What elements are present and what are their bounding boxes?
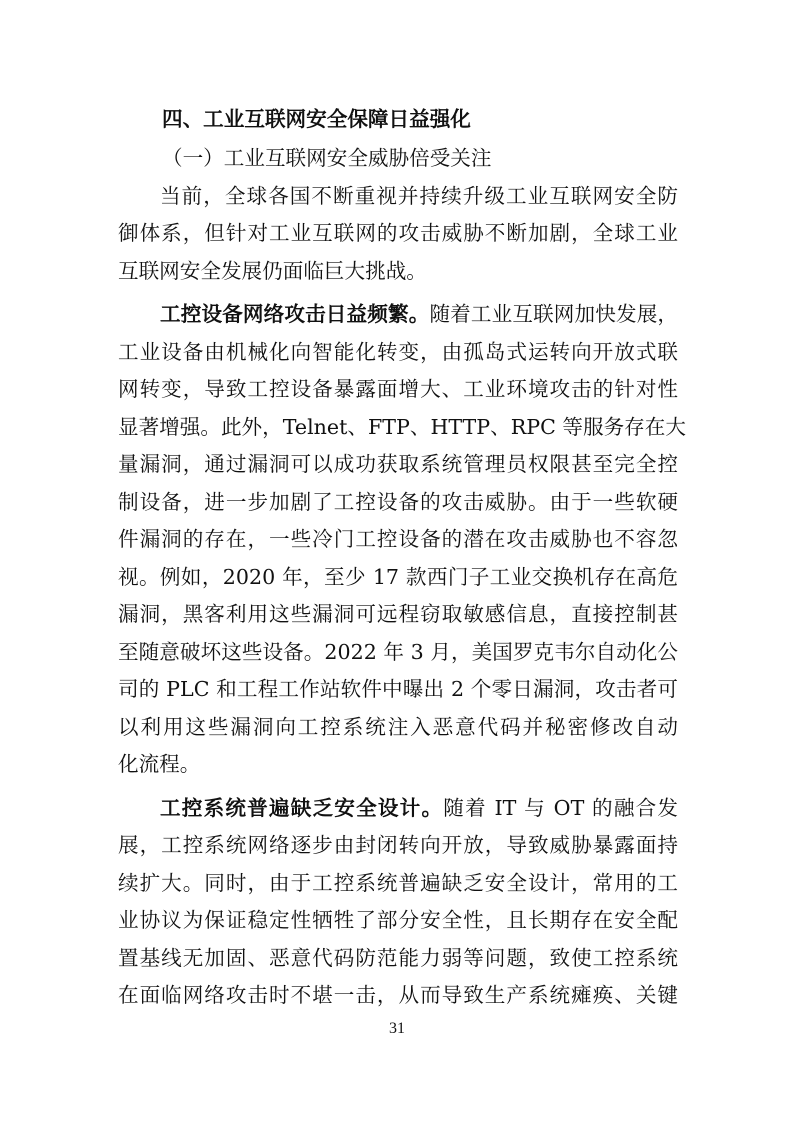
paragraph-line: 续扩大。同时，由于工控系统普遍缺乏安全设计，常用的工 [118, 870, 678, 895]
intro-paragraph [118, 178, 678, 291]
section-heading: 四、工业互联网安全保障日益强化 [162, 107, 471, 131]
paragraph-line: 以利用这些漏洞向工控系统注入恶意代码并秘密修改自动 [118, 714, 678, 739]
paragraph-line: 御体系，但针对工业互联网的攻击威胁不断加剧，全球工业 [118, 221, 678, 245]
paragraph-line: 网转变，导致工控设备暴露面增大、工业环境攻击的针对性 [118, 377, 678, 401]
page-number: 31 [389, 1020, 405, 1037]
subsection-heading: （一）工业互联网安全威胁倍受关注 [162, 146, 492, 170]
paragraph-line: 制设备，进一步加剧了工控设备的攻击威胁。由于一些软硬 [118, 489, 678, 514]
paragraph-line: 漏洞，黑客利用这些漏洞可远程窃取敏感信息，直接控制甚 [118, 602, 678, 626]
paragraph-first-line [118, 296, 678, 334]
paragraph-line: 显著增强。此外，Telnet、FTP、HTTP、RPC 等服务存在大 [118, 414, 686, 439]
paragraph-line: 展，工控系统网络逐步由封闭转向开放，导致威胁暴露面持 [118, 833, 678, 857]
paragraph-line: 量漏洞，通过漏洞可以成功获取系统管理员权限甚至完全控 [118, 452, 678, 476]
paragraph-line: 当前，全球各国不断重视并持续升级工业互联网安全防 [160, 183, 678, 208]
paragraph-line-text: 随着工业互联网加快发展， [429, 302, 679, 326]
paragraph-line: 视。例如，2020 年，至少 17 款西门子工业交换机存在高危 [118, 564, 678, 589]
paragraph-line: 工业设备由机械化向智能化转变，由孤岛式运转向开放式联 [118, 339, 678, 364]
paragraph-line: 化流程。 [118, 752, 201, 776]
paragraph-line: 置基线无加固、恶意代码防范能力弱等问题，致使工控系统 [118, 945, 678, 970]
paragraph-line: 在面临网络攻击时不堪一击，从而导致生产系统瘫痪、关键 [118, 983, 678, 1007]
paragraph-lead-title: 工控设备网络攻击日益频繁。 [160, 302, 430, 326]
paragraph-line: 件漏洞的存在，一些冷门工控设备的潜在攻击威胁也不容忽 [118, 527, 678, 551]
paragraph-lead-title: 工控系统普遍缺乏安全设计。 [160, 795, 444, 820]
paragraph-line: 至随意破坏这些设备。2022 年 3 月，美国罗克韦尔自动化公 [118, 639, 678, 664]
paragraph-line-text: 随着 IT 与 OT 的融合发 [443, 795, 678, 820]
paragraph-ics-security-design [118, 790, 678, 1015]
paragraph-line: 司的 PLC 和工程工作站软件中曝出 2 个零日漏洞，攻击者可 [118, 677, 678, 701]
paragraph-line: 互联网安全发展仍面临巨大挑战。 [118, 258, 427, 283]
paragraph-first-line [118, 790, 678, 828]
paragraph-line: 业协议为保证稳定性牺牲了部分安全性，且长期存在安全配 [118, 908, 678, 932]
paragraph-ics-device-attacks [118, 296, 686, 784]
page-content [118, 98, 686, 1015]
